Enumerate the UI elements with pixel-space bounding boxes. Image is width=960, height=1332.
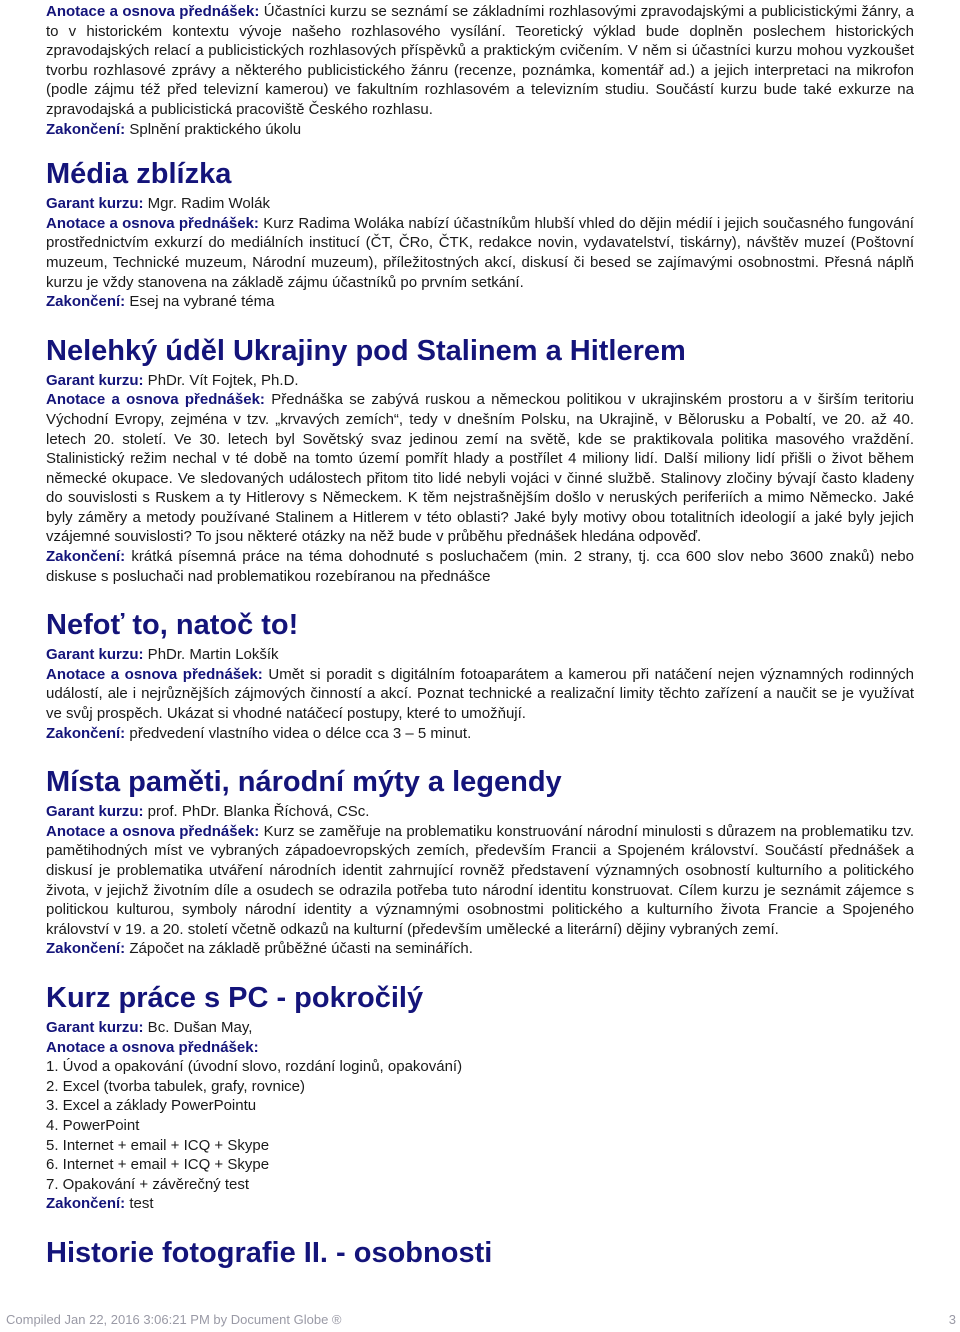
course-completion [46, 939, 914, 959]
course-title: Kurz práce s PC - pokročilý [46, 981, 424, 1014]
course-annotation [46, 822, 914, 940]
annotation-text: Přednáška se zabývá ruskou a německou politikou v ukrajinském prostoru a v širším teritoriu Východní Evropy, zejména v tzv. „krvavých zemích“, tedy v dnešním Polsku, na Ukrajině, v Bělorusku a Pobaltí, ve 20. až 40. letech 20. století. Ve 30. letech byl Sovětský svaz jedinou zemí na světě, kde se praktikovala politika masového vraždění. Stalinistický režim nechal v té době na tomto území pomřít hlady a postřílet 4 miliony lidí. Další miliony lidí přišli o život během německé okupace. Ve sledovaných událostech přitom tito lidé nebyli vojáci v činné službě. Stalinovy zločiny bývají často kladeny do souvislosti s Ruskem a ty Hitlerovy s Německem. K těm nejstrašnějším došlo v neruských periferiích a mimo Německo. Jaké byly záměry a metody používané Stalinem a Hitlerem v této oblasti? Jaké byly motivy obou totalitních ideologií a jaké byly jejich vzájemné souvislosti? To jsou některé otázky na něž bude v průběhu přednášek hledána odpověď. [46, 391, 914, 546]
annotation-label: Anotace a osnova přednášek: [46, 665, 263, 683]
annotation-label: Anotace a osnova přednášek: [46, 822, 260, 840]
course-section [46, 608, 914, 743]
course-section [46, 765, 914, 959]
guarantor-label: Garant kurzu: [46, 646, 144, 664]
annotation-text: Kurz se zaměřuje na problematiku konstruování národní minulosti s důrazem na problematiku tzv. pamětihodných míst ve vybraných západoevropských zemích, především Francii a Spojeném království. Součástí přednášek a diskusí je problematika utváření národních identit zahrnující rovněž představení významných osobností kulturního a politického života, v jejichž životním díle a osudech se odrazila potřeba tuto národní identitu konstruovat. Cílem kurzu je seznámit zájemce s politickou kulturou, symboly národní identity a významnými osobnostmi politického a kulturního života Francie a Spojeného království v 19. a 20. století včetně odkazů na kulturní (především umělecké a literární) dějiny vybraných zemí. [46, 822, 915, 938]
completion-text: Splnění praktického úkolu [125, 120, 302, 138]
course-completion [46, 547, 914, 586]
page-number: 3 [948, 1312, 956, 1327]
annotation-text: Umět si poradit s digitálním fotoaparátem a kamerou při natáčení nejen významných rodinných událostí, ale i nejrůznějších zájmových činností a akcí. Poznat technické a realizační limity těchto zařízení a naučit se je využívat ve svůj prospěch. Ukázat si vhodné natáčecí postupy, které to umožňují. [46, 665, 914, 723]
completion-text: Zápočet na základě průběžné účasti na seminářích. [125, 940, 473, 958]
annotation-label: Anotace a osnova přednášek: [46, 214, 259, 232]
course-section [46, 334, 914, 587]
completion-text: krátká písemná práce na téma dohodnuté s posluchačem (min. 2 strany, tj. cca 600 slov nebo 3600 znaků) nebo diskuse s posluchači nad problematikou rozebíranou na přednášce [46, 548, 914, 585]
completion-text: test [125, 1195, 154, 1213]
syllabus-list [46, 1057, 914, 1194]
course-annotation [46, 1038, 914, 1058]
guarantor-label: Garant kurzu: [46, 195, 144, 213]
course-annotation [46, 390, 914, 547]
footer-compiled-text: Compiled Jan 22, 2016 3:06:21 PM by Document Globe ® [6, 1312, 342, 1327]
guarantor-name: prof. PhDr. Blanka Říchová, CSc. [143, 803, 370, 821]
completion-label: Zakončení: [46, 120, 126, 138]
completion-text: Esej na vybrané téma [125, 293, 275, 311]
course-title: Historie fotografie II. - osobnosti [46, 1236, 493, 1269]
syllabus-item: 5. Internet + email + ICQ + Skype [46, 1136, 270, 1154]
syllabus-item: 7. Opakování + závěrečný test [46, 1175, 250, 1193]
course-guarantor [46, 802, 914, 822]
annotation-text: Kurz Radima Woláka nabízí účastníkům hlubší vhled do dějin médií i jejich současného fungování prostřednictvím exkurzí do mediálních institucí (ČT, ČRo, ČTK, redakce novin, vydavatelství, tiskárny), návštěv muzeí (Poštovní muzeum, Technické muzeum, Národní muzeum), příležitostných akcí, diskusí či besed se zajímavými osobnostmi. Přesná náplň kurzu je vždy stanovena na základě zájmu účastníků po prvním setkání. [46, 214, 914, 291]
course-guarantor [46, 645, 914, 665]
guarantor-label: Garant kurzu: [46, 1018, 144, 1036]
syllabus-item: 3. Excel a základy PowerPointu [46, 1097, 257, 1115]
course-title: Média zblízka [46, 158, 232, 191]
completion-label: Zakončení: [46, 940, 126, 958]
pc-course-section [46, 981, 914, 1214]
course-title: Nefoť to, natoč to! [46, 609, 299, 642]
completion-text: předvedení vlastního videa o délce cca 3 – 5 minut. [125, 724, 472, 742]
course-annotation [46, 665, 914, 724]
syllabus-item: 6. Internet + email + ICQ + Skype [46, 1156, 270, 1174]
annotation-label: Anotace a osnova přednášek: [46, 1038, 259, 1056]
course-guarantor [46, 1018, 914, 1038]
course-title: Místa paměti, národní mýty a legendy [46, 766, 562, 799]
course-title: Nelehký úděl Ukrajiny pod Stalinem a Hitlerem [46, 334, 686, 367]
guarantor-name: PhDr. Vít Fojtek, Ph.D. [143, 371, 299, 389]
completion-label: Zakončení: [46, 548, 126, 566]
annotation-label: Anotace a osnova přednášek: [46, 391, 265, 409]
document-page [46, 2, 914, 1270]
course-annotation [46, 214, 914, 292]
course-section [46, 157, 914, 312]
intro-annotation [46, 2, 914, 120]
course-guarantor [46, 194, 914, 214]
guarantor-label: Garant kurzu: [46, 803, 144, 821]
course-completion [46, 292, 914, 312]
syllabus-item: 1. Úvod a opakování (úvodní slovo, rozdání loginů, opakování) [46, 1058, 463, 1076]
page-footer [6, 1312, 956, 1327]
intro-section [46, 2, 914, 139]
guarantor-name: PhDr. Martin Lokšík [143, 646, 279, 664]
course-guarantor [46, 371, 914, 391]
course-section [46, 1236, 914, 1270]
completion-label: Zakončení: [46, 293, 126, 311]
course-completion [46, 1194, 914, 1214]
intro-completion [46, 120, 914, 140]
syllabus-item: 4. PowerPoint [46, 1116, 140, 1134]
completion-label: Zakončení: [46, 1195, 126, 1213]
annotation-label: Anotace a osnova přednášek: [46, 3, 260, 20]
guarantor-name: Mgr. Radim Wolák [143, 195, 270, 213]
completion-label: Zakončení: [46, 724, 126, 742]
course-completion [46, 724, 914, 744]
syllabus-item: 2. Excel (tvorba tabulek, grafy, rovnice) [46, 1077, 305, 1095]
annotation-text: Účastníci kurzu se seznámí se základními rozhlasovými zpravodajskými a publicistickými žánry, a to v historickém kontextu vývoje našeho rozhlasového vysílání. Teoretický výklad bude doplněn poslechem historických zpravodajských relací a publicistických rozhlasových příspěvků a praktickým cvičením. V něm si účastníci kurzu mohou vyzkoušet tvorbu rozhlasové zprávy a některého publicistického žánru (recenze, poznámka, komentář ad.) a jejich interpretaci na mikrofon (podle zájmu též před televizní kamerou) ve fakultním rozhlasovém a televizním studiu. Součástí kurzu bude také exkurze na zpravodajská a publicistická pracoviště Českého rozhlasu. [46, 3, 915, 118]
guarantor-name: Bc. Dušan May, [143, 1018, 253, 1036]
guarantor-label: Garant kurzu: [46, 371, 144, 389]
